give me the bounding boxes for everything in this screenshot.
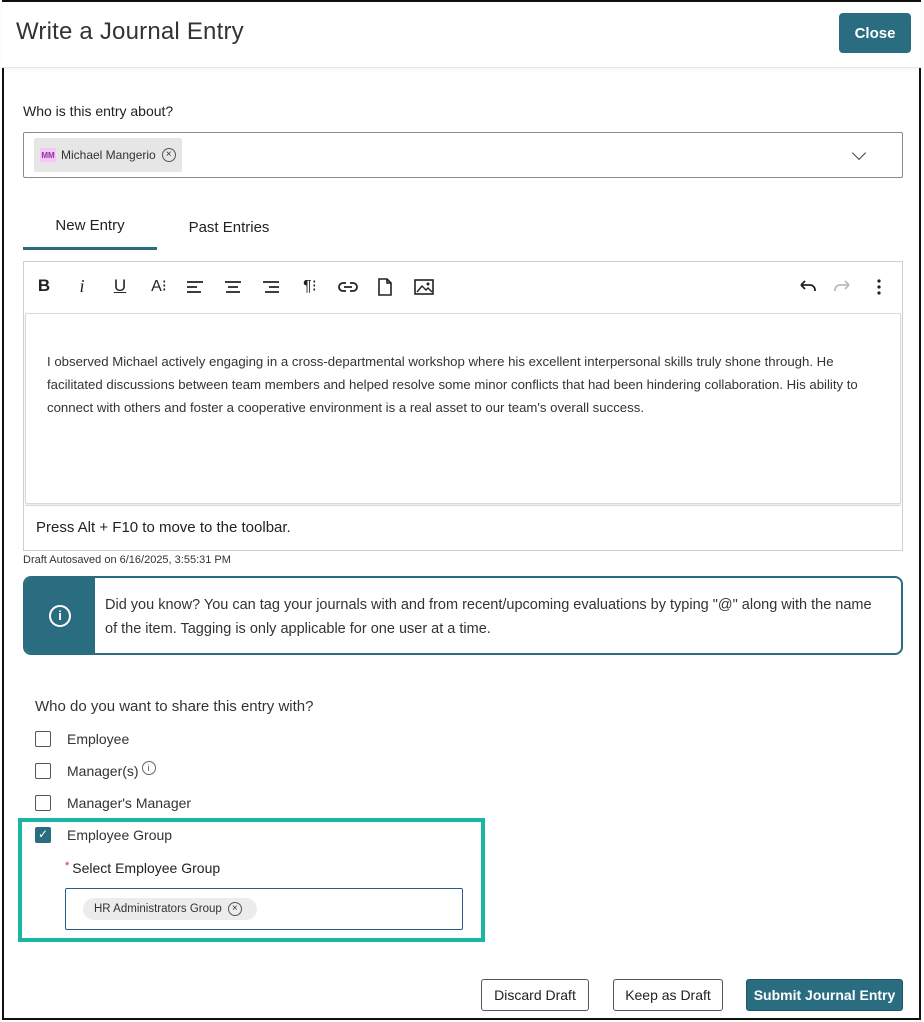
italic-button[interactable]: i (79, 276, 85, 296)
image-icon[interactable] (413, 276, 435, 298)
share-question: Who do you want to share this entry with? (35, 698, 314, 715)
share-option-managers-manager[interactable] (35, 793, 191, 813)
redo-icon[interactable] (833, 276, 855, 298)
select-employee-group-text: Select Employee Group (72, 860, 221, 876)
avatar: MM (40, 148, 56, 162)
bold-button[interactable]: B (37, 276, 51, 295)
close-button[interactable]: Close (839, 13, 911, 53)
file-icon[interactable] (376, 276, 394, 298)
info-banner-side (25, 578, 95, 653)
select-employee-group-label (65, 860, 220, 876)
remove-chip-icon[interactable]: × (162, 148, 176, 162)
selected-group-chip (83, 898, 257, 920)
align-center-icon[interactable] (223, 276, 243, 298)
employee-checkbox[interactable] (35, 731, 51, 747)
align-right-icon[interactable] (261, 276, 281, 298)
managers-info-icon[interactable]: i (142, 761, 156, 775)
info-icon: i (49, 605, 71, 627)
tab-new-entry[interactable]: New Entry (23, 210, 157, 250)
autosave-status: Draft Autosaved on 6/16/2025, 3:55:31 PM (23, 554, 231, 566)
employee-group-select[interactable] (65, 888, 463, 930)
employee-label: Employee (67, 731, 130, 747)
undo-icon[interactable] (795, 276, 817, 298)
chevron-down-icon[interactable] (852, 146, 866, 160)
editor-status-bar: Press Alt + F10 to move to the toolbar. (25, 505, 901, 550)
about-label: Who is this entry about? (23, 103, 174, 119)
remove-group-chip-icon[interactable]: × (228, 902, 242, 916)
editor-toolbar (24, 262, 902, 312)
page-title: Write a Journal Entry (16, 18, 244, 45)
rich-text-editor (23, 261, 903, 551)
align-left-icon[interactable] (185, 276, 205, 298)
selected-person-name: Michael Mangerio (61, 148, 156, 162)
about-select[interactable] (23, 132, 903, 178)
journal-entry-text: I observed Michael actively engaging in a cross-departmental workshop where his excellent interpersonal skills truly shone through. He facilitated discussions between team members and helped resolve some minor conflicts that had been hindering collaboration. His ability to connect with others and foster a cooperative environment is a real asset to our team's overall success. (47, 354, 858, 415)
more-options-icon[interactable] (873, 276, 885, 298)
managers-label: Manager(s) (67, 763, 139, 779)
underline-button[interactable]: U (113, 276, 127, 295)
managers-manager-checkbox[interactable] (35, 795, 51, 811)
paragraph-format-button[interactable]: ¶⁝ (303, 278, 317, 295)
discard-draft-button[interactable]: Discard Draft (481, 979, 589, 1011)
editor-content-area[interactable] (25, 313, 901, 504)
keep-as-draft-button[interactable]: Keep as Draft (613, 979, 723, 1011)
employee-group-label: Employee Group (67, 827, 173, 843)
modal-header (2, 2, 921, 68)
font-size-button[interactable]: A⁝ (151, 278, 167, 295)
info-banner (23, 576, 903, 655)
link-icon[interactable] (337, 276, 359, 298)
employee-group-checkbox[interactable]: ✓ (35, 827, 51, 843)
submit-journal-entry-button[interactable]: Submit Journal Entry (746, 979, 903, 1011)
info-text: Did you know? You can tag your journals with and from recent/upcoming evaluations by typing "@" along with the name of the item. Tagging is only applicable for one user at a time. (105, 597, 872, 637)
selected-person-chip (34, 138, 182, 172)
share-option-employee[interactable] (35, 729, 129, 749)
tab-past-entries[interactable]: Past Entries (188, 219, 270, 236)
managers-checkbox[interactable] (35, 763, 51, 779)
managers-manager-label: Manager's Manager (67, 795, 192, 811)
selected-group-name: HR Administrators Group (94, 903, 222, 915)
share-option-managers[interactable] (35, 761, 156, 781)
required-asterisk: * (65, 860, 70, 872)
share-option-employee-group[interactable] (35, 825, 172, 845)
